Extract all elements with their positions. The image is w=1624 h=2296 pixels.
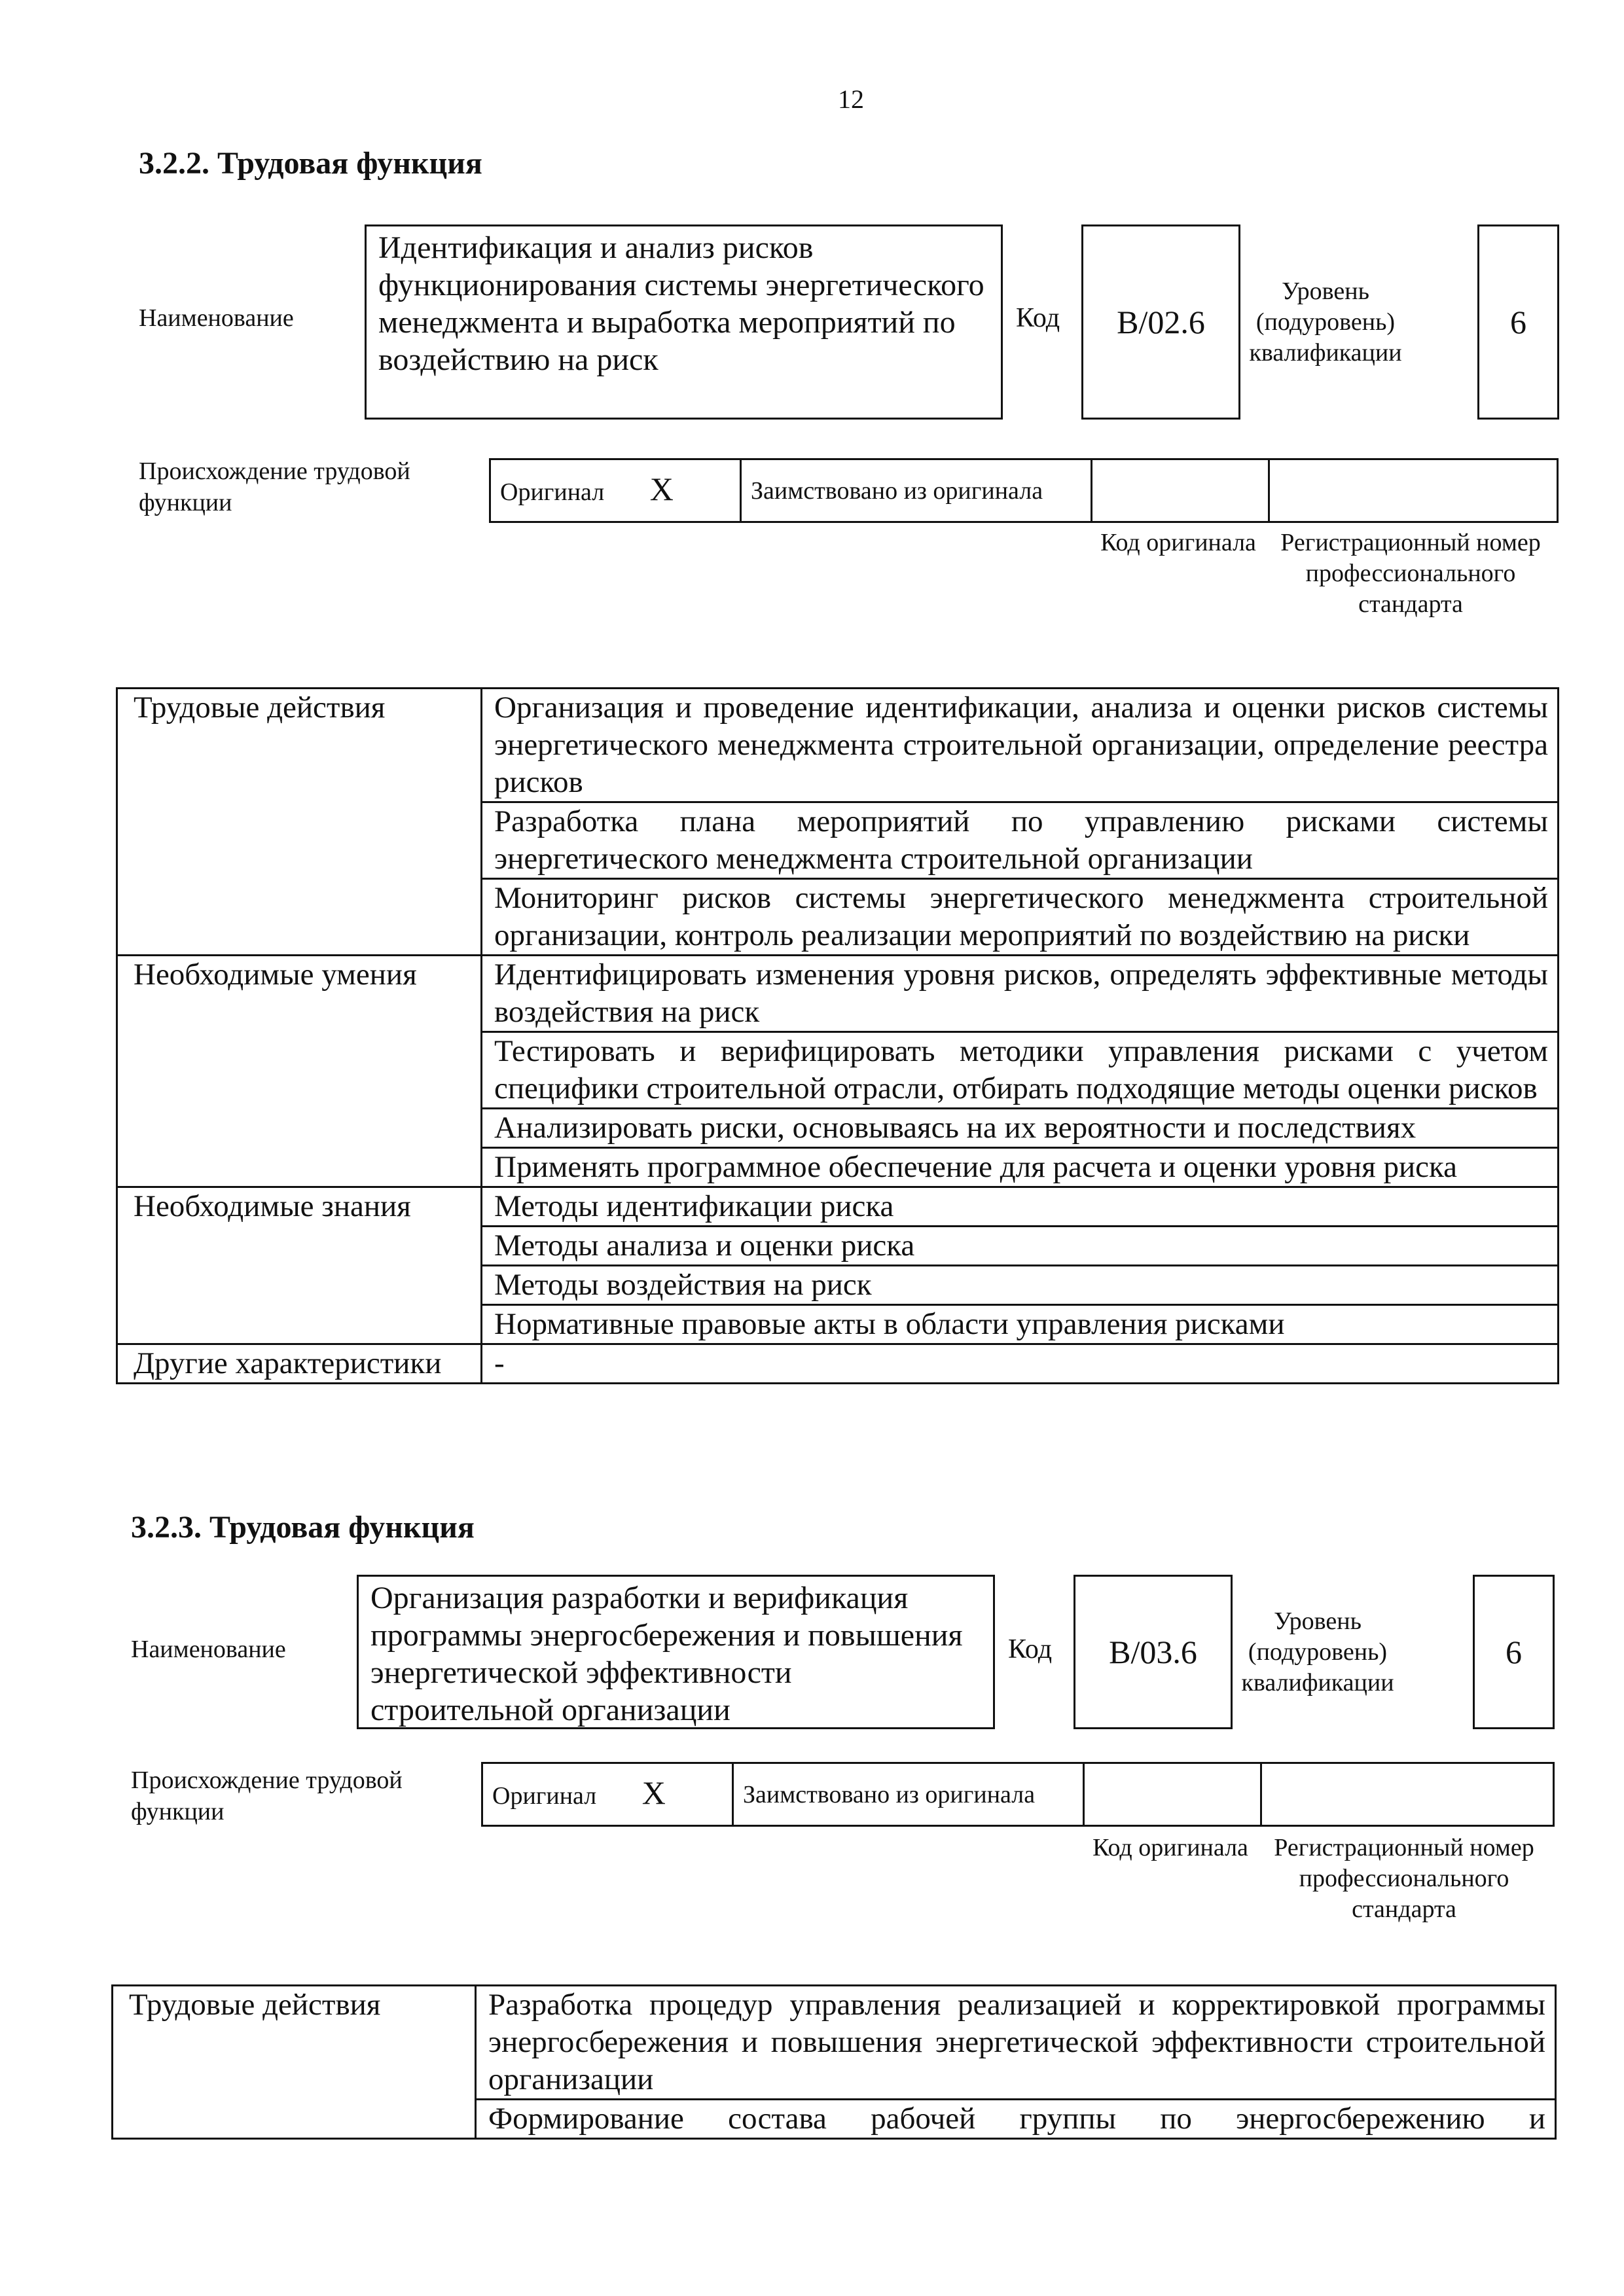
name-value-box: Идентификация и анализ рисков функционирования системы энергетического менеджмента и выработка мероприятий по воздействию на риск [365, 224, 1003, 420]
origin-borrowed-cell: Заимствовано из оригинала [741, 459, 1092, 522]
code-label: Код [1008, 1634, 1053, 1664]
content-row: Применять программное обеспечение для расчета и оценки уровня риска [482, 1148, 1559, 1187]
name-value-box: Организация разработки и верификация программы энергосбережения и повышения энергетической эффективности строительной организации [357, 1575, 995, 1729]
caption-original-code: Код оригинала [1092, 1834, 1248, 1861]
content-row: Мониторинг рисков системы энергетического менеджмента строительной организации, контроль реализации мероприятий по воздействию на риски [482, 879, 1559, 956]
content-row: - [482, 1344, 1559, 1384]
level-label: Уровень (подуровень) квалификации [1249, 278, 1402, 367]
content-row: Идентифицировать изменения уровня рисков, определять эффективные методы воздействия на риск [482, 956, 1559, 1032]
page-number: 12 [838, 84, 864, 114]
origin-label: Происхождение трудовой функции [131, 1767, 403, 1825]
caption-original-code: Код оригинала [1100, 529, 1256, 556]
category-required-skills: Необходимые умения [117, 956, 482, 1187]
level-label: Уровень (подуровень) квалификации [1241, 1607, 1394, 1696]
origin-mark: X [641, 1774, 666, 1811]
content-row: Анализировать риски, основываясь на их вероятности и последствиях [482, 1109, 1559, 1148]
origin-mark: X [649, 471, 674, 507]
level-value-box: 6 [1477, 224, 1559, 420]
origin-reg-cell [1261, 1763, 1554, 1826]
name-label: Наименование [131, 1636, 286, 1663]
section-heading: 3.2.3. Трудовая функция [131, 1510, 475, 1545]
origin-original-cell [490, 459, 741, 522]
content-row: Методы анализа и оценки риска [482, 1227, 1559, 1266]
content-row: Формирование состава рабочей группы по энергосбережению и [476, 2100, 1556, 2139]
content-row: Разработка процедур управления реализацией и корректировкой программы энергосбережения и повышения энергетической эффективности строительной организации [476, 1986, 1556, 2100]
requirements-table [116, 687, 1559, 1384]
category-other-characteristics: Другие характеристики [117, 1344, 482, 1384]
code-label: Код [1016, 303, 1060, 333]
category-labor-actions: Трудовые действия [117, 689, 482, 956]
name-label: Наименование [139, 304, 294, 332]
section-heading: 3.2.2. Трудовая функция [139, 146, 482, 181]
caption-registration-number: Регистрационный номер профессионального стандарта [1274, 1834, 1534, 1923]
level-value-box: 6 [1473, 1575, 1555, 1729]
content-row: Методы идентификации риска [482, 1187, 1559, 1227]
content-row: Разработка плана мероприятий по управлению рисками системы энергетического менеджмента строительной организации [482, 802, 1559, 879]
origin-label: Происхождение трудовой функции [139, 457, 410, 516]
origin-original-label: Оригинал [492, 1782, 597, 1810]
content-row: Организация и проведение идентификации, анализа и оценки рисков системы энергетического менеджмента строительной организации, определение реестра рисков [482, 689, 1559, 802]
content-row: Нормативные правовые акты в области управления рисками [482, 1305, 1559, 1344]
content-row: Тестировать и верифицировать методики управления рисками с учетом специфики строительной отрасли, отбирать подходящие методы оценки рисков [482, 1032, 1559, 1109]
origin-code-cell [1084, 1763, 1261, 1826]
category-required-knowledge: Необходимые знания [117, 1187, 482, 1344]
origin-original-cell [482, 1763, 733, 1826]
origin-reg-cell [1269, 459, 1558, 522]
origin-code-cell [1092, 459, 1269, 522]
content-row: Методы воздействия на риск [482, 1266, 1559, 1305]
requirements-table [111, 1984, 1557, 2140]
origin-table [489, 458, 1559, 523]
caption-registration-number: Регистрационный номер профессионального стандарта [1280, 529, 1541, 618]
category-labor-actions: Трудовые действия [113, 1986, 476, 2139]
origin-borrowed-cell: Заимствовано из оригинала [733, 1763, 1084, 1826]
code-value-box: B/03.6 [1074, 1575, 1233, 1729]
origin-table [481, 1762, 1555, 1827]
origin-original-label: Оригинал [500, 478, 605, 506]
code-value-box: B/02.6 [1081, 224, 1240, 420]
